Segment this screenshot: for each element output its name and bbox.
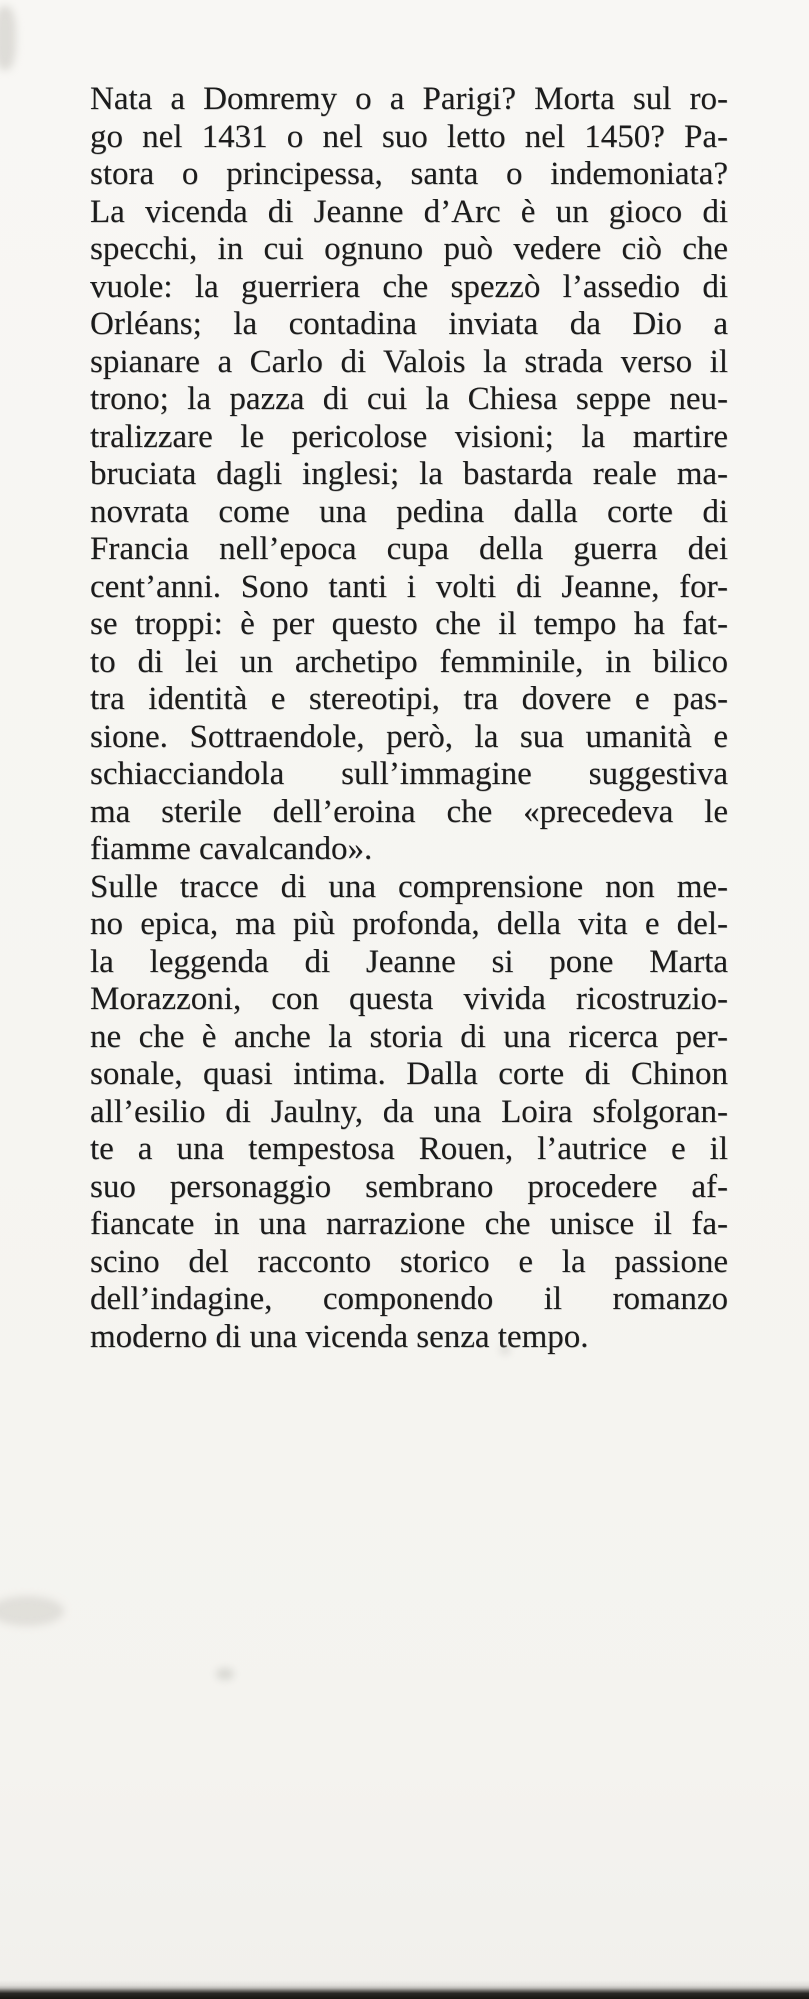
text-line: Nata a Domremy o a Parigi? Morta sul ro- (90, 81, 728, 117)
text-line: fiamme cavalcando». (90, 831, 373, 867)
text-line: Morazzoni, con questa vivida ricostruzio- (90, 981, 728, 1017)
text-line: tralizzare le pericolose visioni; la martire (90, 418, 728, 455)
text-line: fiancate in una narrazione che unisce il fa- (90, 1206, 728, 1242)
text-line: sione. Sottraendole, però, la sua umanità e (90, 718, 728, 755)
scan-smudge (0, 1596, 64, 1626)
text-line: bruciata dagli inglesi; la bastarda reale ma- (90, 456, 728, 492)
text-line: all’esilio di Jaulny, da una Loira sfolgoran- (90, 1093, 728, 1130)
text-line: se troppi: è per questo che il tempo ha fat- (90, 606, 728, 642)
text-line: go nel 1431 o nel suo letto nel 1450? Pa- (90, 118, 728, 155)
text-line: te a una tempestosa Rouen, l’autrice e il (90, 1131, 728, 1167)
scan-smudge (216, 1668, 234, 1680)
text-line: La vicenda di Jeanne d’Arc è un gioco di (90, 193, 728, 230)
text-line: trono; la pazza di cui la Chiesa seppe neu- (90, 381, 728, 417)
text-line: cent’anni. Sono tanti i volti di Jeanne, for- (90, 568, 728, 605)
text-line: novrata come una pedina dalla corte di (90, 493, 728, 530)
text-line: ne che è anche la storia di una ricerca per- (90, 1018, 728, 1055)
text-line: moderno di una vicenda senza tempo. (90, 1318, 589, 1355)
text-line: specchi, in cui ognuno può vedere ciò che (90, 231, 728, 267)
text-line: suo personaggio sembrano procedere af- (90, 1168, 728, 1205)
jacket-blurb-text (90, 81, 728, 1356)
text-line: ma sterile dell’eroina che «precedeva le (90, 793, 728, 830)
scan-smudge (0, 6, 16, 70)
text-line: vuole: la guerriera che spezzò l’assedio di (90, 268, 728, 305)
text-line: tra identità e stereotipi, tra dovere e pas- (90, 681, 728, 717)
text-line: scino del racconto storico e la passione (90, 1243, 728, 1280)
text-line: la leggenda di Jeanne si pone Marta (90, 943, 728, 980)
text-line: Orléans; la contadina inviata da Dio a (90, 306, 728, 342)
text-line: dell’indagine, componendo il romanzo (90, 1281, 728, 1317)
text-line: no epica, ma più profonda, della vita e del- (90, 906, 728, 942)
scan-bottom-edge-shadow (0, 1980, 809, 1999)
text-line: Sulle tracce di una comprensione non me- (90, 868, 728, 905)
text-line: sonale, quasi intima. Dalla corte di Chinon (90, 1056, 728, 1092)
blurb-paragraph-1 (90, 81, 728, 869)
text-line: to di lei un archetipo femminile, in bilico (90, 643, 728, 680)
text-line: stora o principessa, santa o indemoniata? (90, 156, 728, 192)
text-line: schiacciandola sull’immagine suggestiva (90, 756, 728, 792)
text-line: spianare a Carlo di Valois la strada verso il (90, 343, 728, 380)
blurb-paragraph-2 (90, 869, 728, 1357)
text-line: Francia nell’epoca cupa della guerra dei (90, 531, 728, 567)
